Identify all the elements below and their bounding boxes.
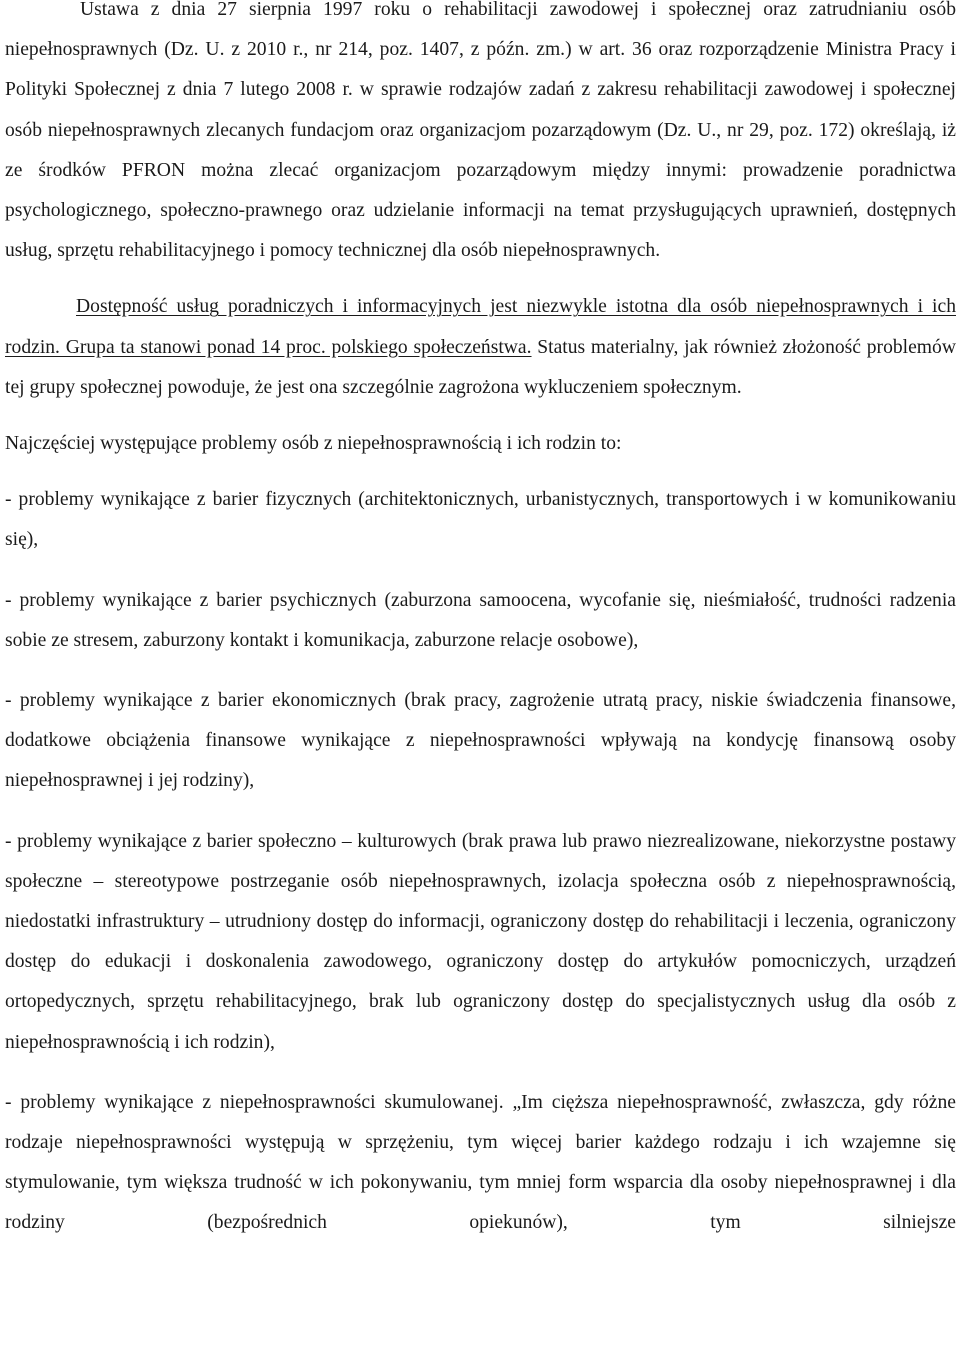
spacer bbox=[5, 408, 956, 424]
paragraph-availability-rest: Status materialny, jak również złożoność problemów tej grupy społecznej powoduje, że jest ona szczególnie zagrożona wykluczeniem społecznym. bbox=[5, 336, 956, 398]
spacer bbox=[5, 661, 956, 681]
spacer bbox=[5, 561, 956, 581]
spacer bbox=[5, 464, 956, 480]
problem-item-psychological: - problemy wynikające z barier psychicznych (zaburzona samoocena, wycofanie się, nieśmiałość, trudności radzenia sobie ze stresem, zaburzony kontakt i komunikacja, zaburzone relacje osobowe), bbox=[5, 589, 956, 651]
spacer bbox=[5, 802, 956, 822]
problem-item-cumulative: - problemy wynikające z niepełnosprawności skumulowanej. „Im cięższa niepełnosprawność, zwłaszcza, gdy różne rodzaje niepełnosprawności występują w sprzężeniu, tym więcej barier każdego rodzaju i ich wzajemne się stymulowanie, tym większa trudność w ich pokonywaniu, tym mniej form wsparcia dla osoby niepełnosprawnej i dla rodziny (bezpośrednich opiekunów), tym silniejsze bbox=[5, 1091, 956, 1234]
problems-intro: Najczęściej występujące problemy osób z niepełnosprawnością i ich rodzin to: bbox=[5, 433, 622, 455]
problem-item-physical: - problemy wynikające z barier fizycznych (architektonicznych, urbanistycznych, transportowych i w komunikowaniu się), bbox=[5, 489, 956, 551]
paragraph-availability bbox=[5, 287, 956, 408]
underlined-statement: Dostępność usług poradniczych i informacyjnych jest niezwykle istotna dla osób niepełnosprawnych i ich rodzin. Grupa ta stanowi ponad 14 proc. polskiego społeczeństwa. bbox=[5, 296, 956, 358]
spacer bbox=[5, 271, 956, 287]
document-page bbox=[5, 0, 956, 1244]
paragraph-legal-basis: Ustawa z dnia 27 sierpnia 1997 roku o rehabilitacji zawodowej i społecznej oraz zatrudnianiu osób niepełnosprawnych (Dz. U. z 2010 r., nr 214, poz. 1407, z późn. zm.) w art. 36 oraz rozporządzenie Ministra Pracy i Polityki Społecznej z dnia 7 lutego 2008 r. w sprawie rodzajów zadań z zakresu rehabilitacji zawodowej i społecznej osób niepełnosprawnych zlecanych fundacjom oraz organizacjom pozarządowym (Dz. U., nr 29, poz. 172) określają, iż ze środków PFRON można zlecać organizacjom pozarządowym między innymi: prowadzenie poradnictwa psychologicznego, społeczno-prawnego oraz udzielanie informacji na temat przysługujących uprawnień, dostępnych usług, sprzętu rehabilitacyjnego i pomocy technicznej dla osób niepełnosprawnych. bbox=[5, 0, 956, 262]
problem-item-social-cultural: - problemy wynikające z barier społeczno – kulturowych (brak prawa lub prawo niezrealizowane, niekorzystne postawy społeczne – stereotypowe postrzeganie osób niepełnosprawnych, izolacja społeczna osób z niepełnosprawnością, niedostatki infrastruktury – utrudniony dostęp do informacji, ograniczony dostęp do rehabilitacji i leczenia, ograniczony dostęp do edukacji i doskonalenia zawodowego, ograniczony dostęp do artykułów pomocniczych, urządzeń ortopedycznych, sprzętu rehabilitacyjnego, brak lub ograniczony dostęp do specjalistycznych usług dla osób z niepełnosprawnością i ich rodzin), bbox=[5, 830, 956, 1053]
spacer bbox=[5, 1063, 956, 1083]
problem-item-economic: - problemy wynikające z barier ekonomicznych (brak pracy, zagrożenie utratą pracy, niskie świadczenia finansowe, dodatkowe obciążenia finansowe wynikające z niepełnosprawności wpływają na kondycję finansową osoby niepełnosprawnej i jej rodziny), bbox=[5, 690, 956, 792]
